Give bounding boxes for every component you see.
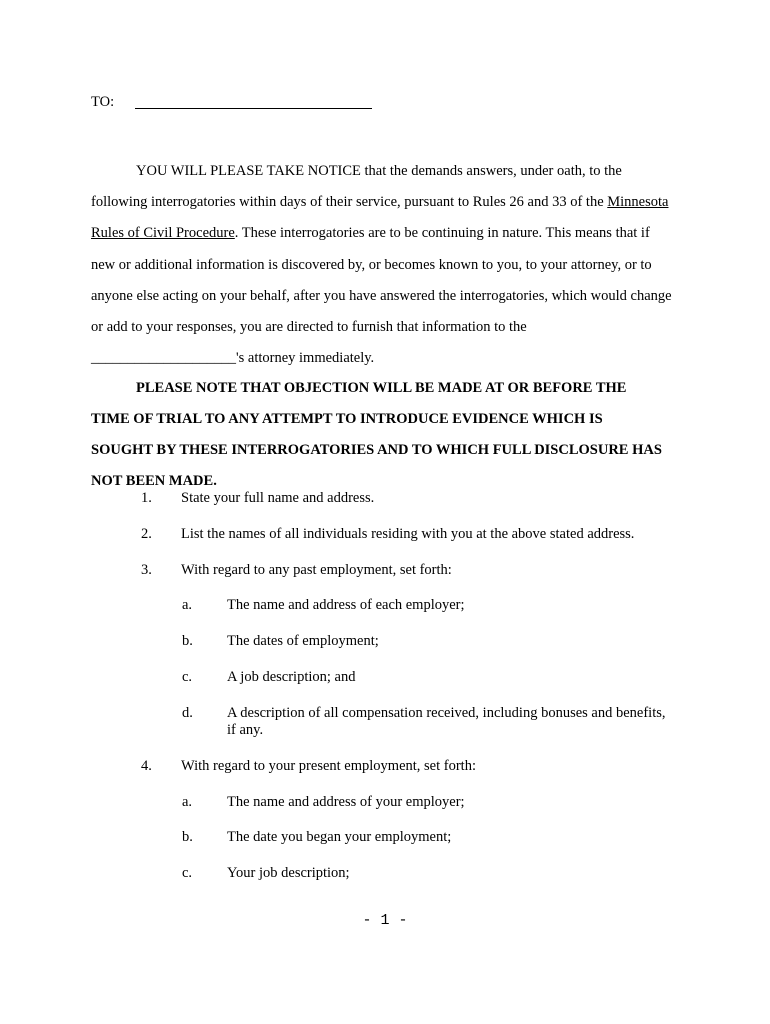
rules-reference: Rules of Civil Procedure xyxy=(91,225,235,241)
item-text: State your full name and address. xyxy=(181,490,375,506)
sub-item-letter: a. xyxy=(182,597,193,613)
sub-item-text: The name and address of each employer; xyxy=(227,597,465,613)
item-number: 3. xyxy=(141,562,152,578)
warning-line-1: PLEASE NOTE THAT OBJECTION WILL BE MADE AT OR BEFORE THE xyxy=(136,380,627,396)
sub-item-letter: c. xyxy=(182,865,193,881)
sub-item-text: The dates of employment; xyxy=(227,633,379,649)
sub-item-text: Your job description; xyxy=(227,865,350,881)
notice-line-4: new or additional information is discovered by, or becomes known to you, to your attorney, or to xyxy=(91,257,652,273)
sub-item-text-continued: if any. xyxy=(227,722,264,738)
sub-item-text: The date you began your employment; xyxy=(227,829,452,845)
sub-item-text: The name and address of your employer; xyxy=(227,794,465,810)
warning-line-4: NOT BEEN MADE. xyxy=(91,473,217,489)
item-number: 4. xyxy=(141,758,152,774)
notice-line-2 xyxy=(91,193,668,211)
notice-line-6: or add to your responses, you are directed to furnish that information to the xyxy=(91,319,527,335)
warning-line-2: TIME OF TRIAL TO ANY ATTEMPT TO INTRODUCE EVIDENCE WHICH IS xyxy=(91,411,603,427)
notice-line-3 xyxy=(91,224,650,242)
item-number: 1. xyxy=(141,490,152,506)
sub-item-letter: c. xyxy=(182,669,193,685)
notice-line-1: YOU WILL PLEASE TAKE NOTICE that the demands answers, under oath, to the xyxy=(136,163,622,179)
sub-item-letter: b. xyxy=(182,829,193,845)
notice-line-7: ____________________'s attorney immediately. xyxy=(91,350,375,366)
notice-line-2-text: following interrogatories within days of their service, pursuant to Rules 26 and 33 of the xyxy=(91,194,608,210)
notice-line-3-text: . These interrogatories are to be continuing in nature. This means that if xyxy=(234,225,650,241)
sub-item-text: A job description; and xyxy=(227,669,356,685)
minnesota-reference: Minnesota xyxy=(607,194,669,210)
item-text: With regard to your present employment, set forth: xyxy=(181,758,476,774)
to-blank-line xyxy=(135,108,372,109)
item-number: 2. xyxy=(141,526,152,542)
warning-line-3: SOUGHT BY THESE INTERROGATORIES AND TO WHICH FULL DISCLOSURE HAS xyxy=(91,442,662,458)
item-text: With regard to any past employment, set forth: xyxy=(181,562,452,578)
sub-item-letter: b. xyxy=(182,633,193,649)
sub-item-letter: a. xyxy=(182,794,193,810)
page-number: - 1 - xyxy=(362,912,408,929)
sub-item-text: A description of all compensation received, including bonuses and benefits, xyxy=(227,705,666,721)
notice-line-5: anyone else acting on your behalf, after you have answered the interrogatories, which would change xyxy=(91,288,672,304)
to-label: TO: xyxy=(91,94,115,110)
sub-item-letter: d. xyxy=(182,705,193,721)
item-text: List the names of all individuals residing with you at the above stated address. xyxy=(181,526,635,542)
